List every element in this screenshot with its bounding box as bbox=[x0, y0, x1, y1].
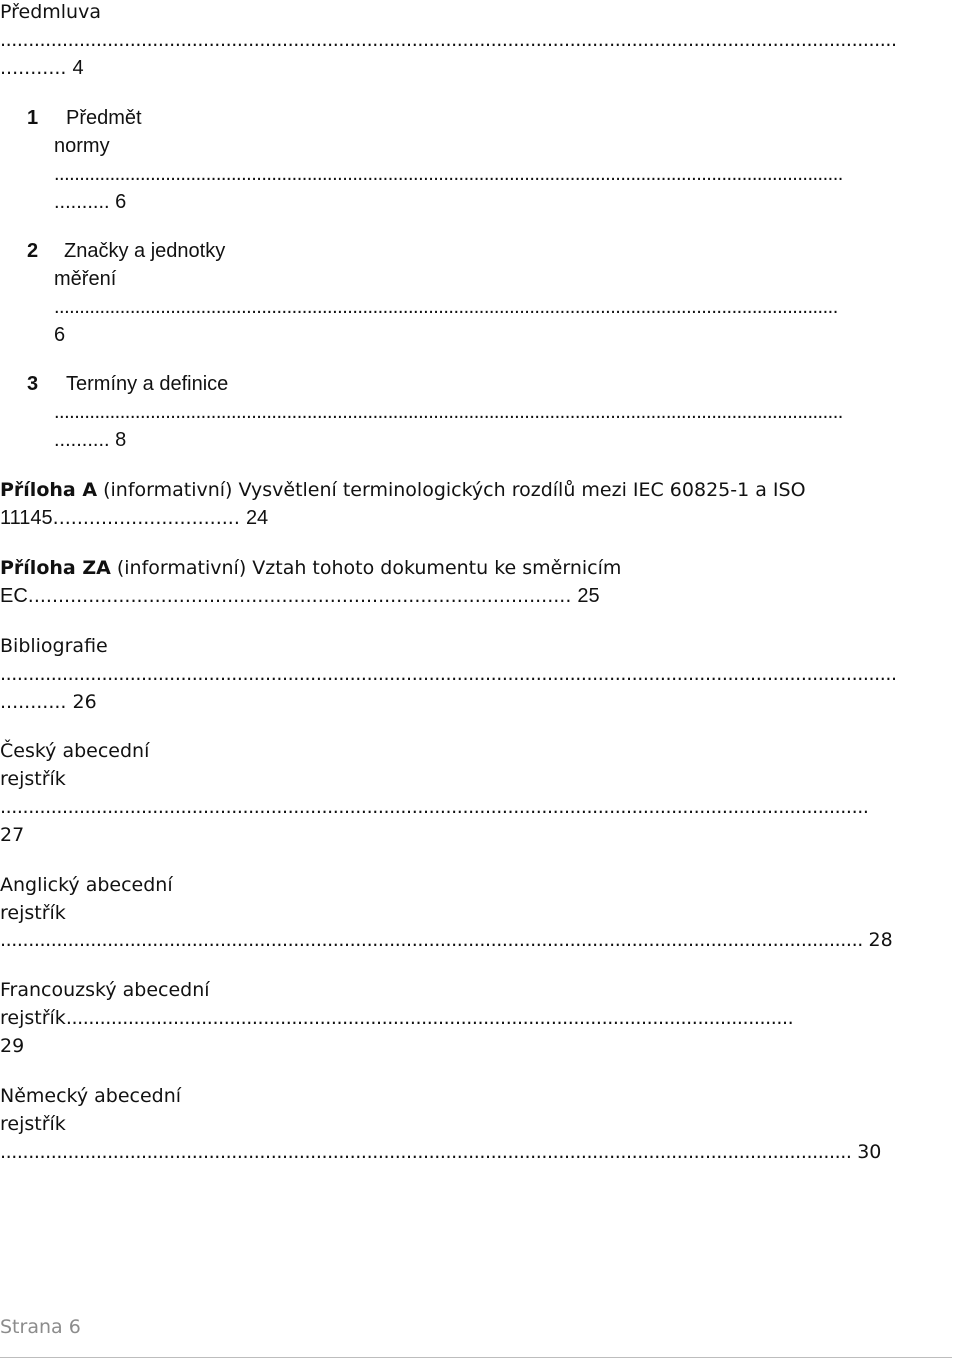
toc-title-continued: rejstřík bbox=[0, 768, 66, 790]
toc-page-line: .......... 8 bbox=[54, 429, 127, 451]
footer-divider bbox=[0, 1357, 952, 1358]
toc-title: Německý abecední bbox=[0, 1085, 182, 1107]
toc-page-line bbox=[0, 582, 600, 610]
toc-chapter-number: 3 bbox=[27, 373, 39, 395]
toc-dots: ......... bbox=[54, 429, 105, 451]
toc-number bbox=[27, 370, 38, 398]
toc-dots: ............................................................................................................................................................ bbox=[54, 401, 843, 423]
toc-page-line bbox=[54, 188, 126, 216]
toc-page-line bbox=[0, 926, 893, 954]
toc-page-line bbox=[0, 504, 268, 532]
toc-dots: ............................................................................................................................................................... bbox=[0, 29, 897, 51]
toc-title-line-2 bbox=[0, 1004, 793, 1032]
toc-dots: ........... bbox=[0, 691, 67, 713]
toc-dots: ........................................................................................................................................................... bbox=[54, 296, 838, 318]
toc-number bbox=[27, 237, 38, 265]
toc-page-number: 26 bbox=[72, 691, 97, 713]
toc-page-line bbox=[0, 688, 97, 716]
toc-dots: .......................................................................................................................................................... bbox=[0, 796, 869, 818]
toc-dots: ............................................................................................................................................................... bbox=[0, 663, 897, 685]
toc-page-number: 4 bbox=[72, 57, 84, 79]
toc-dots: ........... bbox=[0, 57, 67, 79]
toc-chapter-number: 2 bbox=[27, 240, 39, 262]
toc-page-number: 30 bbox=[857, 1141, 882, 1163]
toc-title: Předmluva bbox=[0, 1, 101, 23]
toc-page-number: 27 bbox=[0, 824, 25, 846]
toc-title-continued: 11145 bbox=[0, 507, 53, 529]
toc-page-number: 28 bbox=[868, 929, 893, 951]
toc-annex-label: Příloha ZA bbox=[0, 557, 111, 579]
toc-title: Termíny a definice bbox=[66, 373, 229, 395]
toc-title: Předmět bbox=[66, 107, 142, 129]
toc-title: Český abecední bbox=[0, 740, 150, 762]
toc-title-continued: rejstřík bbox=[0, 1113, 66, 1135]
toc-page-number: 8 bbox=[115, 429, 127, 451]
toc-title: Francouzský abecední bbox=[0, 979, 210, 1001]
toc-title-continued: rejstřík bbox=[0, 1007, 66, 1029]
toc-title: Bibliografie bbox=[0, 635, 108, 657]
toc-page-number: 25 bbox=[577, 585, 600, 607]
toc-page-number: 24 bbox=[245, 507, 269, 529]
toc-page-line bbox=[0, 1138, 881, 1166]
toc-dots: .......... bbox=[54, 191, 110, 213]
toc-title-continued: normy bbox=[54, 135, 110, 157]
toc-dots: ....................................................................................................................................................... bbox=[0, 1141, 852, 1163]
toc-annex-title: (informativní) Vztah tohoto dokumentu ke směrnicím bbox=[110, 557, 622, 579]
toc-title: Značky a jednotky bbox=[64, 240, 226, 262]
toc-annex-label: Příloha A bbox=[0, 479, 98, 501]
toc-dots: ............................... bbox=[52, 507, 240, 529]
toc-dots: ......................................................................................................................................................... bbox=[0, 929, 863, 951]
toc-title: Anglický abecední bbox=[0, 874, 173, 896]
toc-title-continued: EC bbox=[0, 585, 28, 607]
toc-page-number: 6 bbox=[54, 324, 66, 346]
toc-page-number: 6 bbox=[115, 191, 127, 213]
toc-page-line bbox=[0, 54, 84, 82]
toc-page-number: 29 bbox=[0, 1035, 25, 1057]
toc-chapter-number: 1 bbox=[27, 107, 39, 129]
page-number-footer: Strana 6 bbox=[0, 1316, 81, 1338]
toc-dots: .......................................................................................... bbox=[27, 585, 572, 607]
toc-title-continued: měření bbox=[54, 268, 117, 290]
toc-title-continued: rejstřík bbox=[0, 902, 66, 924]
toc-dots: ............................................................................................................................................................ bbox=[54, 163, 843, 185]
toc-dots: ................................................................................................................................. bbox=[65, 1007, 794, 1029]
toc-number bbox=[27, 104, 38, 132]
toc-title bbox=[0, 554, 621, 582]
toc-title bbox=[0, 476, 806, 504]
toc-annex-title: (informativní) Vysvětlení terminologických rozdílů mezi IEC 60825-1 a ISO bbox=[97, 479, 806, 501]
